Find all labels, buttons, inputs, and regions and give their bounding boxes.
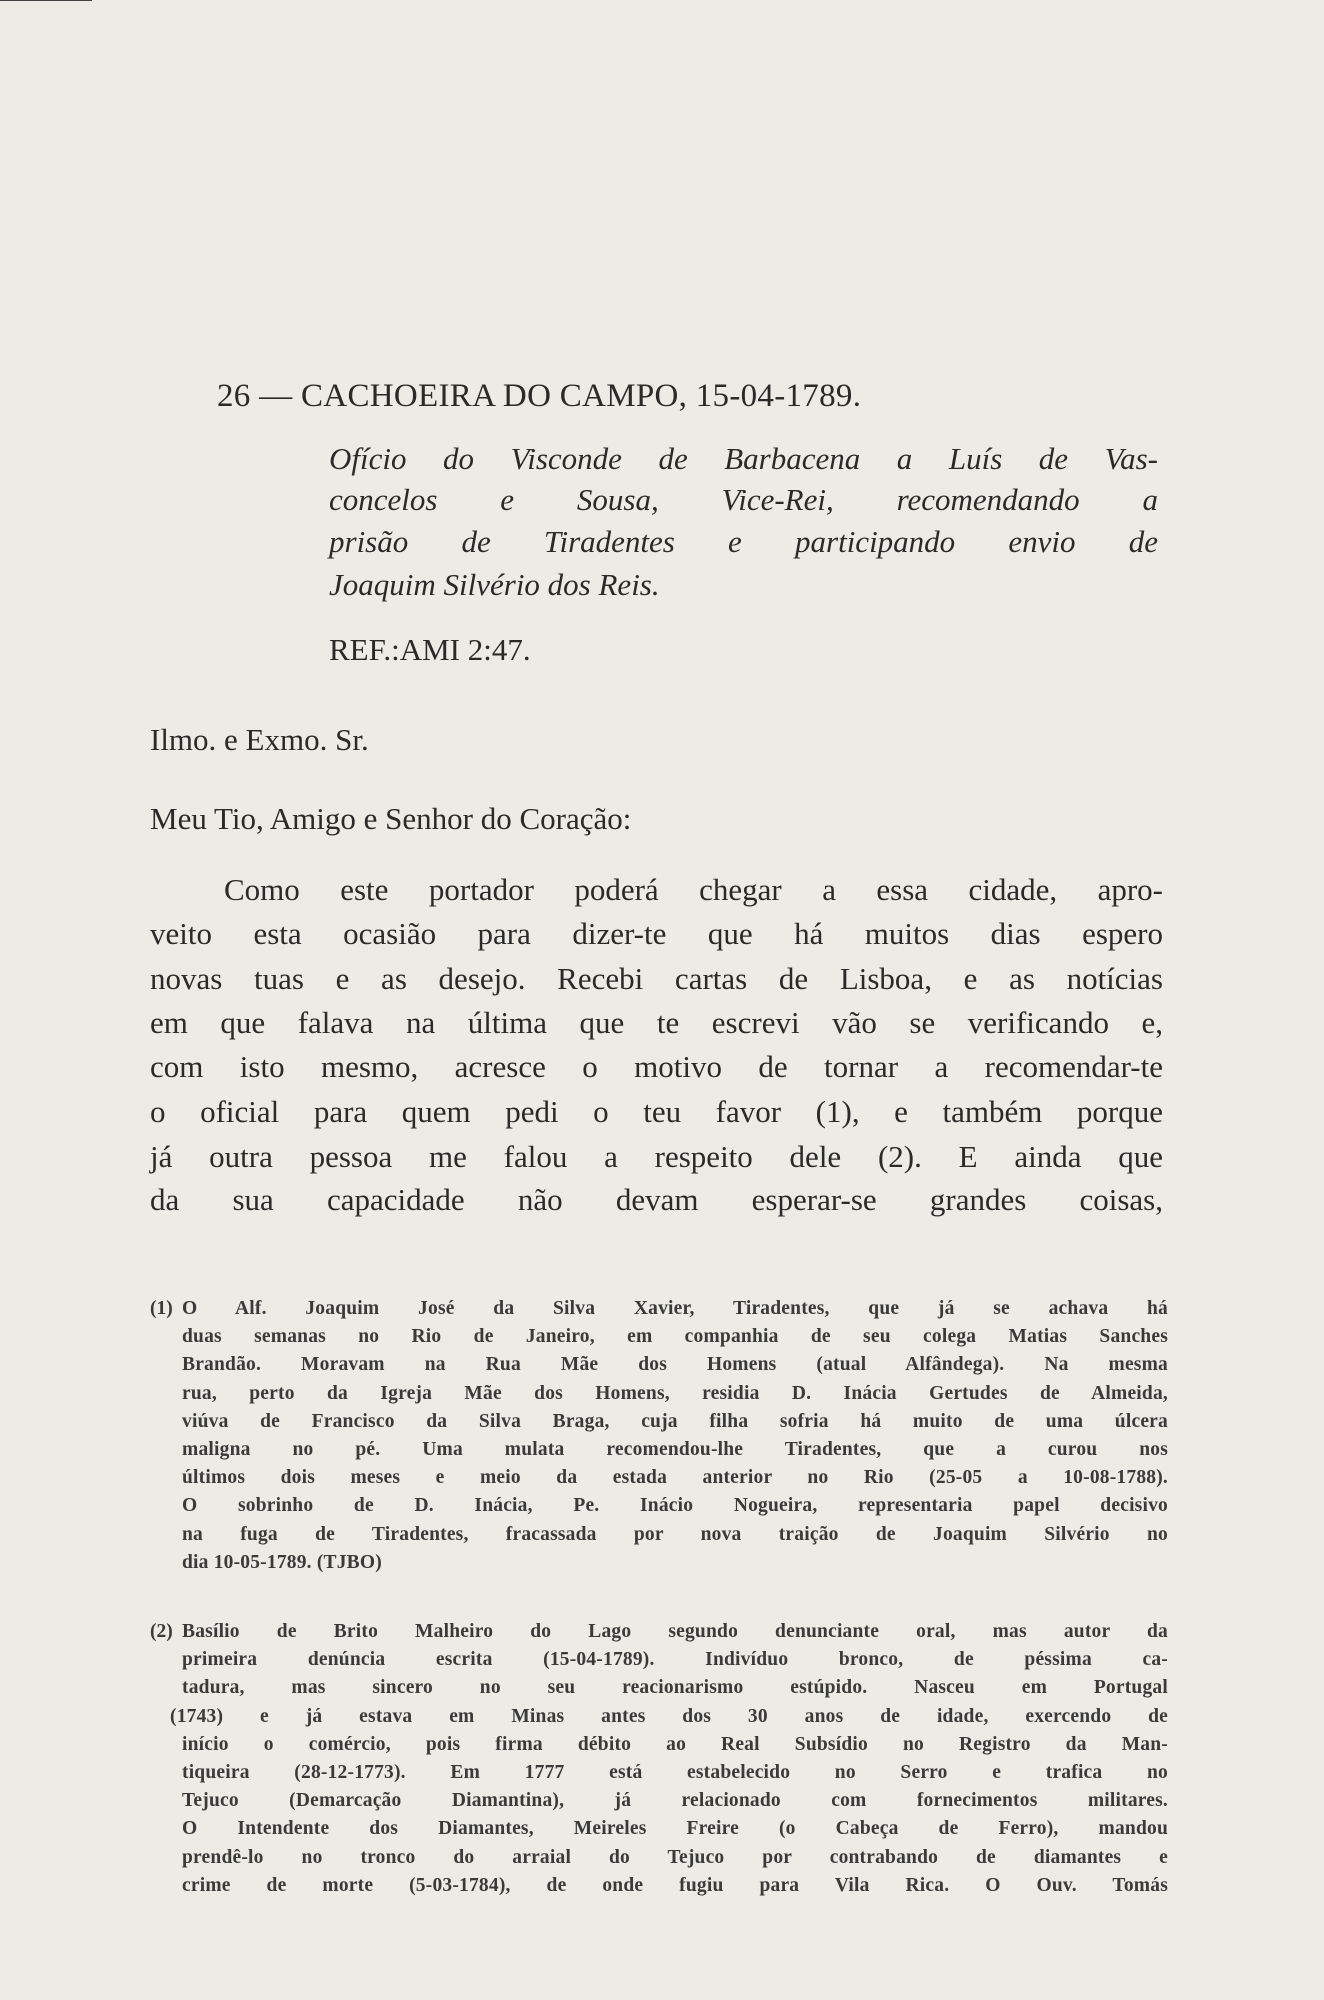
footnote-line: últimos dois meses e meio da estada anterior no Rio (25-05 a 10-08-1788).: [182, 1467, 1168, 1489]
body-line: com isto mesmo, acresce o motivo de tornar a recomendar-te: [150, 1049, 1163, 1084]
footnote-line: O Alf. Joaquim José da Silva Xavier, Tiradentes, que já se achava há: [182, 1298, 1168, 1319]
footnote-line: tiqueira (28-12-1773). Em 1777 está estabelecido no Serro e trafica no: [182, 1762, 1168, 1783]
footnote-line: Basílio de Brito Malheiro do Lago segundo denunciante oral, mas autor da: [182, 1621, 1168, 1642]
footnote-line: maligna no pé. Uma mulata recomendou-lhe Tiradentes, que a curou nos: [182, 1439, 1168, 1460]
salutation: Ilmo. e Exmo. Sr.: [150, 722, 369, 757]
summary-line: prisão de Tiradentes e participando envio de: [329, 524, 1158, 559]
footnote-line: (1743) e já estava em Minas antes dos 30 anos de idade, exercendo de: [170, 1705, 1168, 1727]
footnote-line: tadura, mas sincero no seu reacionarismo estúpido. Nasceu em Portugal: [182, 1677, 1168, 1699]
footnote-line: O sobrinho de D. Inácia, Pe. Inácio Nogueira, representaria papel decisivo: [182, 1495, 1168, 1517]
greeting: Meu Tio, Amigo e Senhor do Coração:: [150, 801, 632, 836]
body-line: Como este portador poderá chegar a essa cidade, apro-: [224, 872, 1163, 907]
body-line: novas tuas e as desejo. Recebi cartas de Lisboa, e as notícias: [150, 961, 1163, 996]
footnote-line: Brandão. Moravam na Rua Mãe dos Homens (atual Alfândega). Na mesma: [182, 1354, 1168, 1376]
footnote-line: Tejuco (Demarcação Diamantina), já relacionado com fornecimentos militares.: [182, 1790, 1168, 1812]
summary-line: Joaquim Silvério dos Reis.: [329, 567, 660, 602]
footnote-line: crime de morte (5-03-1784), de onde fugiu para Vila Rica. O Ouv. Tomás: [182, 1874, 1168, 1896]
footnote-line: prendê-lo no tronco do arraial do Tejuco por contrabando de diamantes e: [182, 1846, 1168, 1868]
footnote-line: primeira denúncia escrita (15-04-1789). Indivíduo bronco, de péssima ca-: [182, 1649, 1168, 1671]
footnote-line: viúva de Francisco da Silva Braga, cuja filha sofria há muito de uma úlcera: [182, 1410, 1168, 1432]
footnote-line: início o comércio, pois firma débito ao Real Subsídio no Registro da Man-: [182, 1733, 1168, 1755]
summary-line: concelos e Sousa, Vice-Rei, recomendando a: [329, 482, 1158, 517]
footnote-line: na fuga de Tiradentes, fracassada por nova traição de Joaquim Silvério no: [182, 1523, 1168, 1545]
footnote-line: O Intendente dos Diamantes, Meireles Freire (o Cabeça de Ferro), mandou: [182, 1818, 1168, 1840]
footnote-number: (2): [150, 1621, 173, 1642]
footnote-line: rua, perto da Igreja Mãe dos Homens, residia D. Inácia Gertudes de Almeida,: [182, 1382, 1168, 1404]
footnote-number: (1): [150, 1298, 173, 1319]
footnote-line: duas semanas no Rio de Janeiro, em companhia de seu colega Matias Sanches: [182, 1326, 1168, 1348]
footnote-line: dia 10-05-1789. (TJBO): [182, 1551, 382, 1573]
body-line: já outra pessoa me falou a respeito dele (2). E ainda que: [150, 1139, 1163, 1174]
footnote-divider: [0, 0, 92, 1]
body-line: o oficial para quem pedi o teu favor (1), e também porque: [150, 1094, 1163, 1129]
summary-line: Ofício do Visconde de Barbacena a Luís de Vas-: [329, 441, 1158, 476]
body-line: em que falava na última que te escrevi vão se verificando e,: [150, 1005, 1163, 1040]
body-line: veito esta ocasião para dizer-te que há muitos dias espero: [150, 916, 1163, 951]
document-heading: 26 — CACHOEIRA DO CAMPO, 15-04-1789.: [217, 378, 862, 414]
reference: REF.:AMI 2:47.: [329, 632, 531, 667]
body-line: da sua capacidade não devam esperar-se grandes coisas,: [150, 1182, 1163, 1217]
